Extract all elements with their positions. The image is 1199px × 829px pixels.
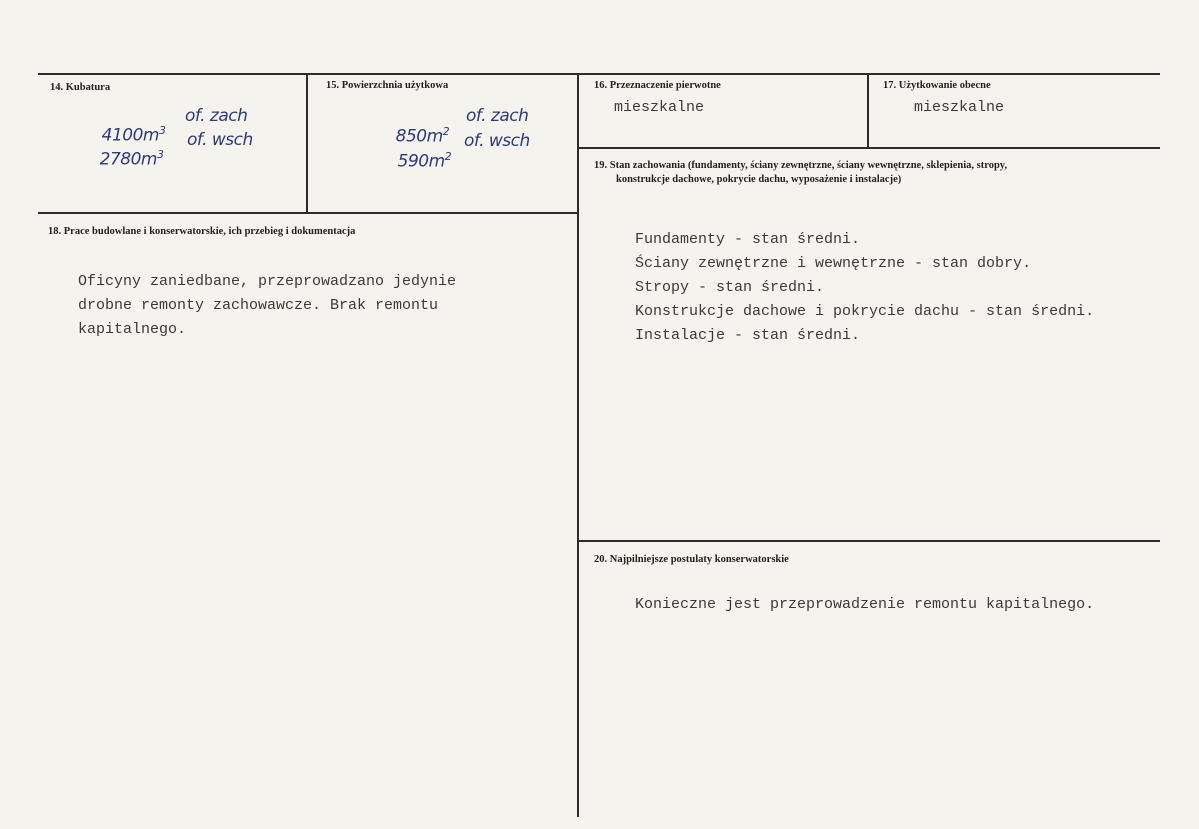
row1-bottom-rule-right [578, 147, 1160, 149]
section20-top-rule [578, 540, 1160, 542]
prace-line-3: kapitalnego. [78, 321, 187, 338]
stan-line-4: Konstrukcje dachowe i pokrycie dachu - stan średni. [635, 303, 1095, 320]
stan-line-3: Stropy - stan średni. [635, 279, 825, 296]
uzytkowanie-label: 17. Użytkowanie obecne [883, 80, 991, 91]
kubatura-exp-1: 3 [158, 124, 166, 137]
stan-label-line-2: konstrukcje dachowe, pokrycie dachu, wyposażenie i instalacje) [616, 174, 902, 185]
powierzchnia-number-1: 850 [395, 126, 427, 147]
kubatura-part-2: of. wsch [187, 130, 253, 150]
powierzchnia-label: 15. Powierzchnia użytkowa [326, 80, 449, 91]
powierzchnia-unit-2: m [428, 151, 445, 172]
kubatura-value-2 [80, 125, 164, 190]
kubatura-number-1: 4100 [101, 125, 143, 146]
powierzchnia-part-1: of. zach [466, 106, 529, 126]
stan-line-2: Ściany zewnętrzne i wewnętrzne - stan dobry. [635, 255, 1032, 272]
postulaty-value: Konieczne jest przeprowadzenie remontu kapitalnego. [635, 596, 1095, 613]
kubatura-label: 14. Kubatura [50, 82, 111, 93]
powierzchnia-part-2: of. wsch [464, 131, 530, 151]
uzytkowanie-value: mieszkalne [914, 99, 1005, 116]
stan-line-1: Fundamenty - stan średni. [635, 231, 861, 248]
powierzchnia-unit-1: m [426, 126, 443, 147]
divider-16-17 [867, 73, 869, 149]
stan-line-5: Instalacje - stan średni. [635, 327, 861, 344]
divider-14-15 [306, 73, 308, 214]
stan-label-line-1: 19. Stan zachowania (fundamenty, ściany zewnętrzne, ściany wewnętrzne, sklepienia, stropy, [594, 160, 1008, 171]
kubatura-unit-1: m [142, 125, 159, 146]
kubatura-number-2: 2780 [99, 149, 141, 170]
kubatura-part-1: of. zach [185, 106, 248, 126]
prace-line-2: drobne remonty zachowawcze. Brak remontu [78, 297, 439, 314]
main-vertical-divider [577, 73, 579, 817]
prace-label: 18. Prace budowlane i konserwatorskie, ich przebieg i dokumentacja [48, 226, 356, 237]
kubatura-unit-2: m [140, 149, 157, 170]
top-rule [38, 73, 1160, 75]
powierzchnia-number-2: 590 [397, 151, 429, 172]
przeznaczenie-value: mieszkalne [614, 99, 705, 116]
prace-line-1: Oficyny zaniedbane, przeprowadzano jedynie [78, 273, 457, 290]
powierzchnia-value-2 [378, 130, 451, 192]
powierzchnia-exp-1: 2 [442, 125, 450, 138]
row1-bottom-rule-left [38, 212, 579, 214]
kubatura-exp-2: 3 [156, 148, 164, 161]
przeznaczenie-label: 16. Przeznaczenie pierwotne [594, 80, 721, 91]
powierzchnia-exp-2: 2 [444, 150, 452, 163]
postulaty-label: 20. Najpilniejsze postulaty konserwatorskie [594, 554, 789, 565]
